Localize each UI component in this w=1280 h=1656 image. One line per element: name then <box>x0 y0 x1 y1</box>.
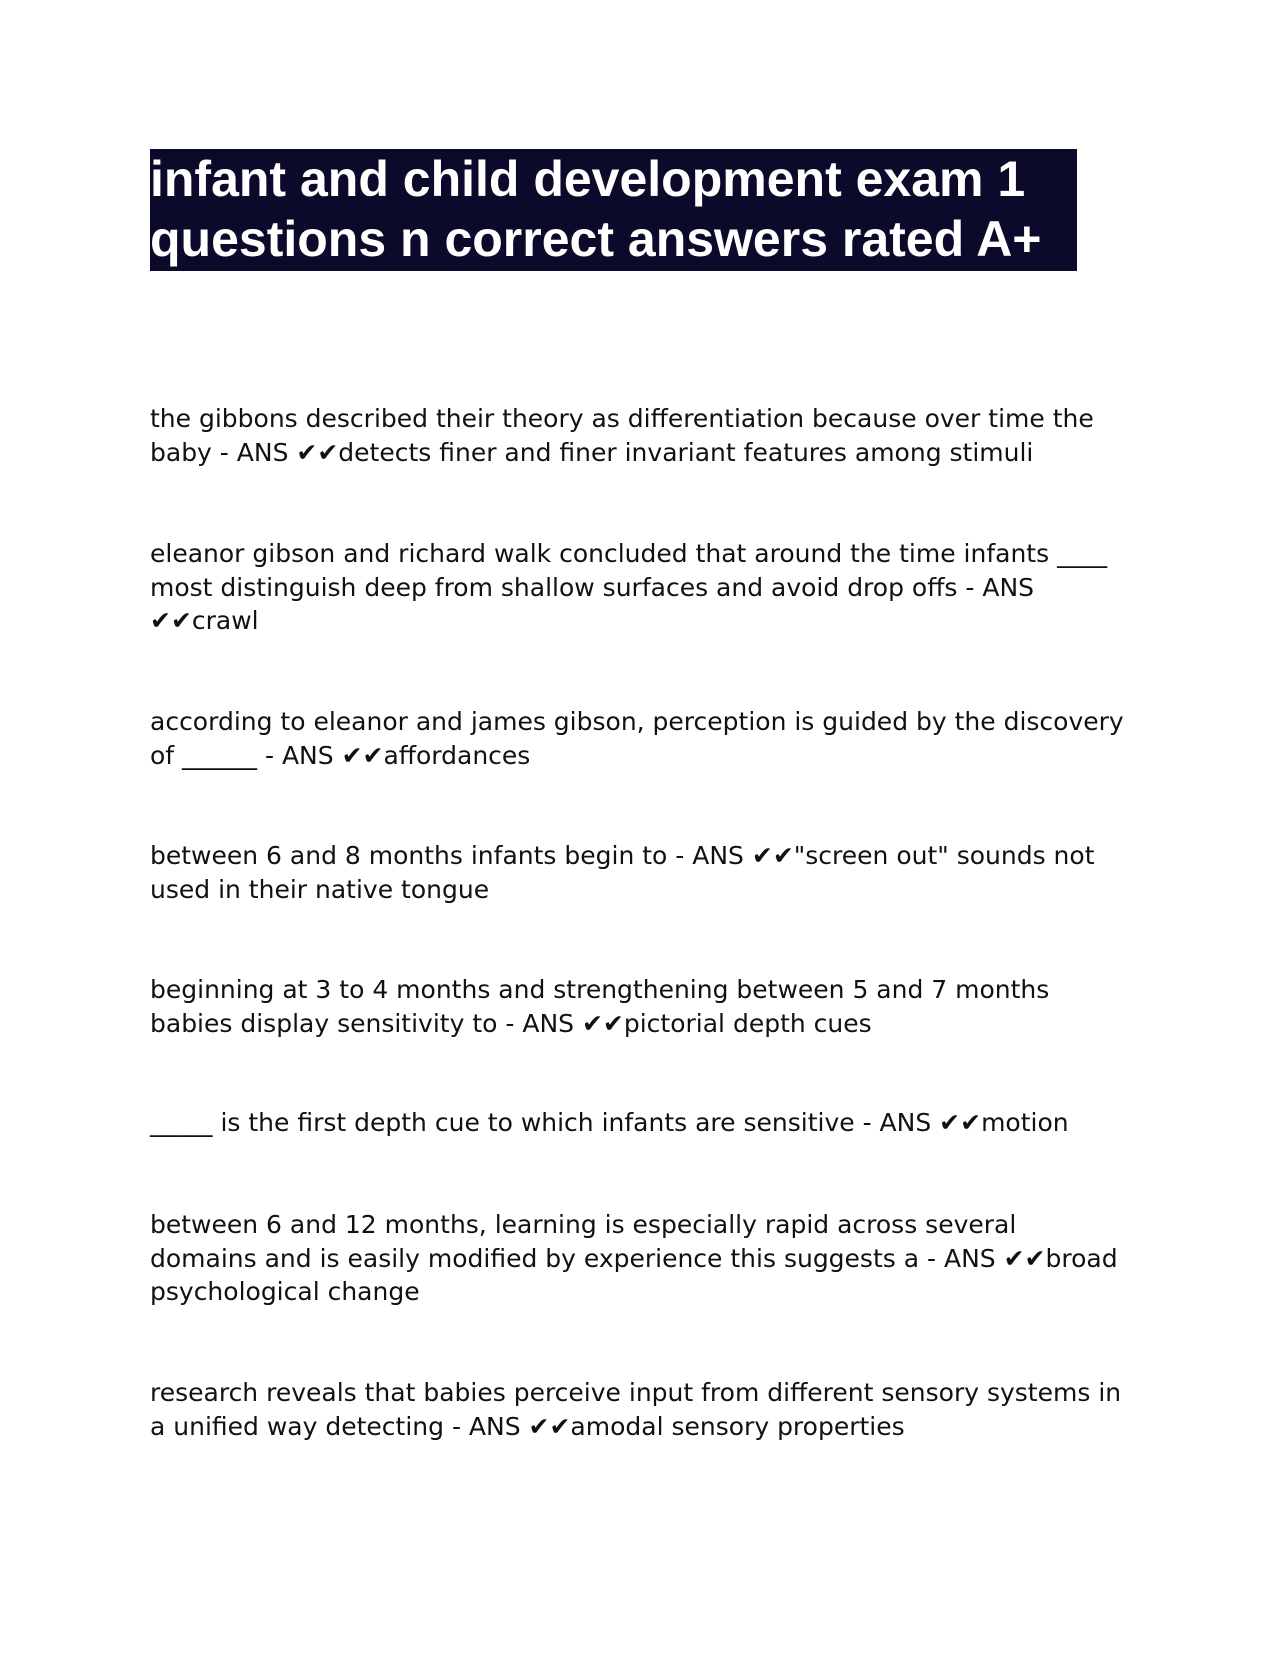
qa-item-3 <box>150 705 1124 772</box>
qa-line: of ______ - ANS ✔✔affordances <box>150 740 531 770</box>
qa-line: a unified way detecting - ANS ✔✔amodal sensory properties <box>150 1411 905 1441</box>
qa-line: according to eleanor and james gibson, perception is guided by the discovery <box>150 707 1124 736</box>
document-title-line-2: questions n correct answers rated A+ <box>150 211 1042 267</box>
qa-item-1 <box>150 402 1094 469</box>
qa-line: domains and is easily modified by experience this suggests a - ANS ✔✔broad <box>150 1243 1118 1273</box>
qa-item-4 <box>150 839 1095 906</box>
qa-line: baby - ANS ✔✔detects finer and finer invariant features among stimuli <box>150 437 1034 467</box>
qa-line: most distinguish deep from shallow surfaces and avoid drop offs - ANS <box>150 572 1035 602</box>
qa-line: _____ is the first depth cue to which infants are sensitive - ANS ✔✔motion <box>150 1108 1069 1137</box>
qa-item-8 <box>150 1376 1121 1443</box>
qa-item-2 <box>150 537 1107 638</box>
qa-line: between 6 and 8 months infants begin to - ANS ✔✔"screen out" sounds not <box>150 841 1095 870</box>
qa-line: beginning at 3 to 4 months and strengthening between 5 and 7 months <box>150 975 1050 1004</box>
qa-item-6 <box>150 1106 1069 1140</box>
qa-line: babies display sensitivity to - ANS ✔✔pictorial depth cues <box>150 1008 872 1038</box>
qa-line: research reveals that babies perceive input from different sensory systems in <box>150 1378 1122 1407</box>
qa-item-7 <box>150 1208 1118 1309</box>
qa-line: eleanor gibson and richard walk concluded that around the time infants ____ <box>150 539 1108 568</box>
qa-line: the gibbons described their theory as differentiation because over time the <box>150 404 1094 433</box>
qa-line: psychological change <box>150 1277 420 1306</box>
qa-line: ✔✔crawl <box>150 606 259 635</box>
qa-line: between 6 and 12 months, learning is especially rapid across several <box>150 1210 1017 1239</box>
qa-line: used in their native tongue <box>150 874 490 904</box>
document-title-line-1: infant and child development exam 1 <box>150 151 1026 207</box>
qa-item-5 <box>150 973 1049 1040</box>
